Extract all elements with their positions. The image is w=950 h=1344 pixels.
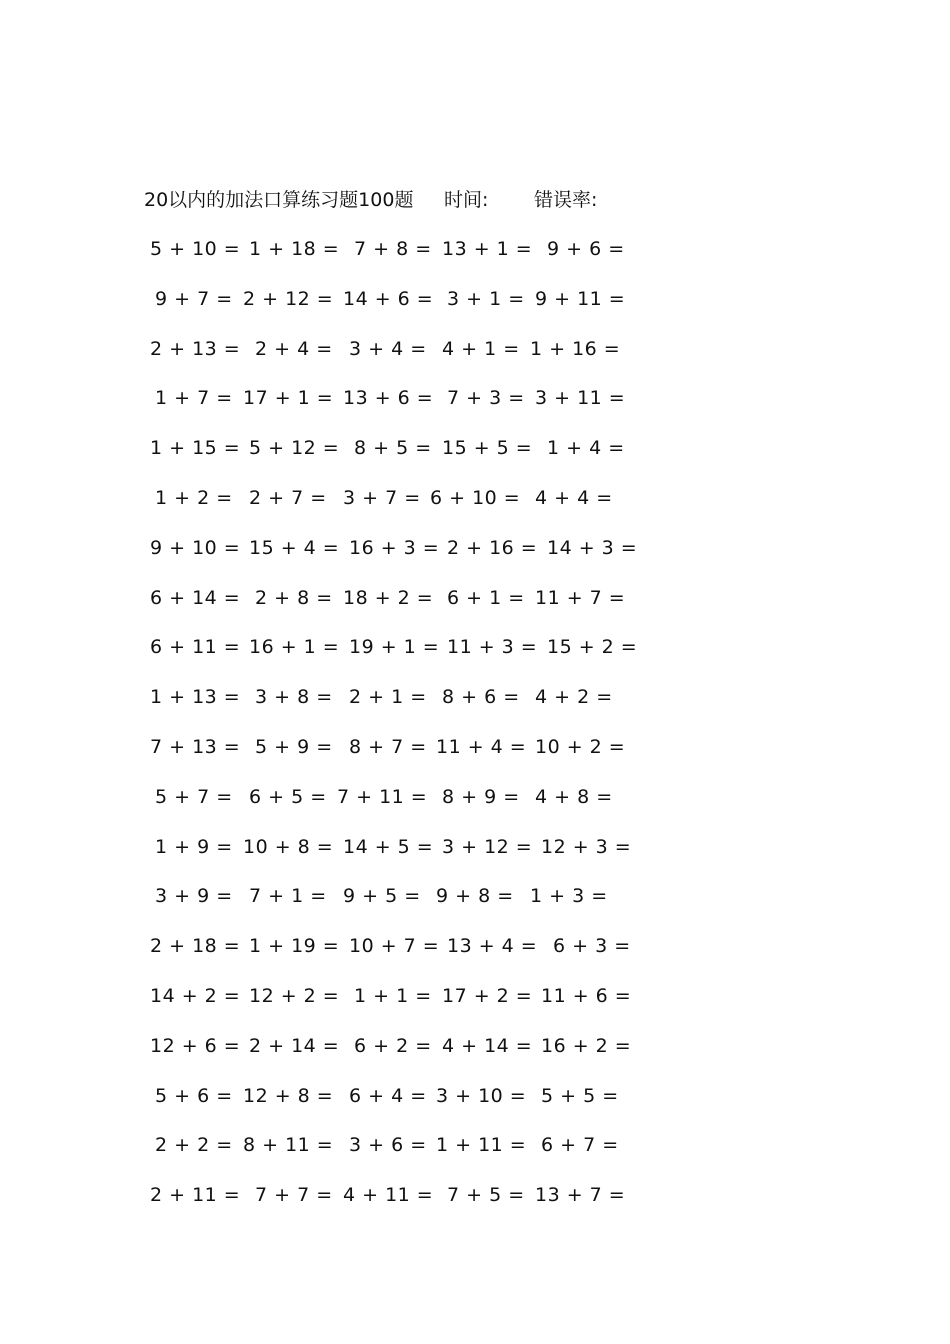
addition-problem: 16 + 3 = xyxy=(349,536,440,559)
addition-problem: 8 + 5 = xyxy=(354,437,432,460)
problem-row xyxy=(0,681,950,713)
addition-problem: 19 + 1 = xyxy=(349,636,440,659)
addition-problem: 11 + 6 = xyxy=(541,985,632,1007)
addition-problem: 2 + 8 = xyxy=(255,586,333,609)
addition-problem: 1 + 13 = xyxy=(150,686,241,709)
addition-problem: 5 + 9 = xyxy=(255,736,333,758)
addition-problem: 5 + 10 = xyxy=(150,238,241,260)
problem-row xyxy=(0,482,950,514)
addition-problem: 1 + 4 = xyxy=(547,437,625,460)
addition-problem: 13 + 4 = xyxy=(447,935,538,958)
addition-problem: 1 + 7 = xyxy=(155,387,233,410)
addition-problem: 14 + 3 = xyxy=(547,536,638,559)
addition-problem: 6 + 3 = xyxy=(553,935,631,958)
addition-problem: 12 + 3 = xyxy=(541,835,632,858)
addition-problem: 15 + 5 = xyxy=(442,437,533,460)
addition-problem: 11 + 7 = xyxy=(535,586,626,609)
problem-row xyxy=(0,1179,950,1211)
addition-problem: 5 + 6 = xyxy=(155,1084,233,1107)
addition-problem: 10 + 2 = xyxy=(535,736,626,758)
addition-problem: 17 + 2 = xyxy=(442,985,533,1007)
problem-row xyxy=(0,930,950,962)
addition-problem: 1 + 9 = xyxy=(155,835,233,858)
problem-row xyxy=(0,980,950,1012)
addition-problem: 2 + 12 = xyxy=(243,287,334,310)
addition-problem: 4 + 8 = xyxy=(535,785,613,808)
addition-problem: 8 + 9 = xyxy=(442,785,520,808)
addition-problem: 1 + 18 = xyxy=(249,238,340,260)
addition-problem: 15 + 2 = xyxy=(547,636,638,659)
addition-problem: 14 + 6 = xyxy=(343,287,434,310)
problem-row xyxy=(0,1129,950,1161)
problem-row xyxy=(0,333,950,365)
addition-problem: 14 + 2 = xyxy=(150,985,241,1007)
problem-row xyxy=(0,831,950,863)
addition-problem: 4 + 1 = xyxy=(442,337,520,360)
addition-problem: 9 + 5 = xyxy=(343,885,421,908)
addition-problem: 6 + 14 = xyxy=(150,586,241,609)
addition-problem: 3 + 8 = xyxy=(255,686,333,709)
addition-problem: 7 + 11 = xyxy=(337,785,428,808)
addition-problem: 9 + 11 = xyxy=(535,287,626,310)
addition-problem: 1 + 1 = xyxy=(354,985,432,1007)
addition-problem: 5 + 5 = xyxy=(541,1084,619,1107)
addition-problem: 2 + 2 = xyxy=(155,1134,233,1157)
problem-row xyxy=(0,532,950,564)
addition-problem: 3 + 9 = xyxy=(155,885,233,908)
addition-problem: 5 + 12 = xyxy=(249,437,340,460)
addition-problem: 3 + 6 = xyxy=(349,1134,427,1157)
addition-problem: 1 + 19 = xyxy=(249,935,340,958)
addition-problem: 1 + 3 = xyxy=(530,885,608,908)
problem-row xyxy=(0,1030,950,1062)
addition-problem: 10 + 7 = xyxy=(349,935,440,958)
problem-row xyxy=(0,880,950,912)
addition-problem: 8 + 6 = xyxy=(442,686,520,709)
addition-problem: 2 + 4 = xyxy=(255,337,333,360)
addition-problem: 2 + 13 = xyxy=(150,337,241,360)
problem-row xyxy=(0,283,950,315)
addition-problem: 15 + 4 = xyxy=(249,536,340,559)
addition-problem: 4 + 14 = xyxy=(442,1034,533,1057)
addition-problem: 10 + 8 = xyxy=(243,835,334,858)
addition-problem: 12 + 2 = xyxy=(249,985,340,1007)
addition-problem: 2 + 11 = xyxy=(150,1184,241,1207)
worksheet-title: 20以内的加法口算练习题100题 xyxy=(144,189,414,211)
addition-problem: 4 + 11 = xyxy=(343,1184,434,1207)
addition-problem: 7 + 8 = xyxy=(354,238,432,260)
addition-problem: 7 + 7 = xyxy=(255,1184,333,1207)
addition-problem: 3 + 12 = xyxy=(442,835,533,858)
problem-row xyxy=(0,382,950,414)
addition-problem: 8 + 11 = xyxy=(243,1134,334,1157)
addition-problem: 1 + 15 = xyxy=(150,437,241,460)
time-label: 时间: xyxy=(444,189,489,211)
error-rate-label: 错误率: xyxy=(534,189,598,211)
addition-problem: 7 + 3 = xyxy=(447,387,525,410)
addition-problem: 12 + 8 = xyxy=(243,1084,334,1107)
addition-problem: 17 + 1 = xyxy=(243,387,334,410)
addition-problem: 7 + 13 = xyxy=(150,736,241,758)
addition-problem: 3 + 11 = xyxy=(535,387,626,410)
addition-problem: 2 + 7 = xyxy=(249,487,327,509)
problem-row xyxy=(0,582,950,614)
addition-problem: 7 + 1 = xyxy=(249,885,327,908)
problem-row xyxy=(0,1080,950,1112)
addition-problem: 16 + 2 = xyxy=(541,1034,632,1057)
addition-problem: 2 + 1 = xyxy=(349,686,427,709)
addition-problem: 16 + 1 = xyxy=(249,636,340,659)
addition-problem: 11 + 4 = xyxy=(436,736,527,758)
addition-problem: 18 + 2 = xyxy=(343,586,434,609)
addition-problem: 12 + 6 = xyxy=(150,1034,241,1057)
addition-problem: 3 + 4 = xyxy=(349,337,427,360)
addition-problem: 13 + 1 = xyxy=(442,238,533,260)
addition-problem: 1 + 11 = xyxy=(436,1134,527,1157)
addition-problem: 14 + 5 = xyxy=(343,835,434,858)
addition-problem: 1 + 16 = xyxy=(530,337,621,360)
addition-problem: 6 + 7 = xyxy=(541,1134,619,1157)
addition-problem: 2 + 16 = xyxy=(447,536,538,559)
problem-row xyxy=(0,233,950,265)
addition-problem: 13 + 7 = xyxy=(535,1184,626,1207)
addition-problem: 11 + 3 = xyxy=(447,636,538,659)
addition-problem: 13 + 6 = xyxy=(343,387,434,410)
problem-row xyxy=(0,731,950,763)
addition-problem: 9 + 6 = xyxy=(547,238,625,260)
addition-problem: 5 + 7 = xyxy=(155,785,233,808)
addition-problem: 9 + 8 = xyxy=(436,885,514,908)
addition-problem: 2 + 14 = xyxy=(249,1034,340,1057)
addition-problem: 4 + 2 = xyxy=(535,686,613,709)
addition-problem: 3 + 1 = xyxy=(447,287,525,310)
addition-problem: 6 + 1 = xyxy=(447,586,525,609)
addition-problem: 7 + 5 = xyxy=(447,1184,525,1207)
addition-problem: 6 + 2 = xyxy=(354,1034,432,1057)
problem-row xyxy=(0,631,950,663)
addition-problem: 4 + 4 = xyxy=(535,487,613,509)
addition-problem: 6 + 4 = xyxy=(349,1084,427,1107)
addition-problem: 1 + 2 = xyxy=(155,487,233,509)
addition-problem: 3 + 10 = xyxy=(436,1084,527,1107)
addition-problem: 9 + 7 = xyxy=(155,287,233,310)
problem-row xyxy=(0,781,950,813)
problem-row xyxy=(0,432,950,464)
addition-problem: 9 + 10 = xyxy=(150,536,241,559)
addition-problem: 6 + 5 = xyxy=(249,785,327,808)
addition-problem: 6 + 10 = xyxy=(430,487,521,509)
addition-problem: 2 + 18 = xyxy=(150,935,241,958)
addition-problem: 6 + 11 = xyxy=(150,636,241,659)
addition-problem: 3 + 7 = xyxy=(343,487,421,509)
addition-problem: 8 + 7 = xyxy=(349,736,427,758)
